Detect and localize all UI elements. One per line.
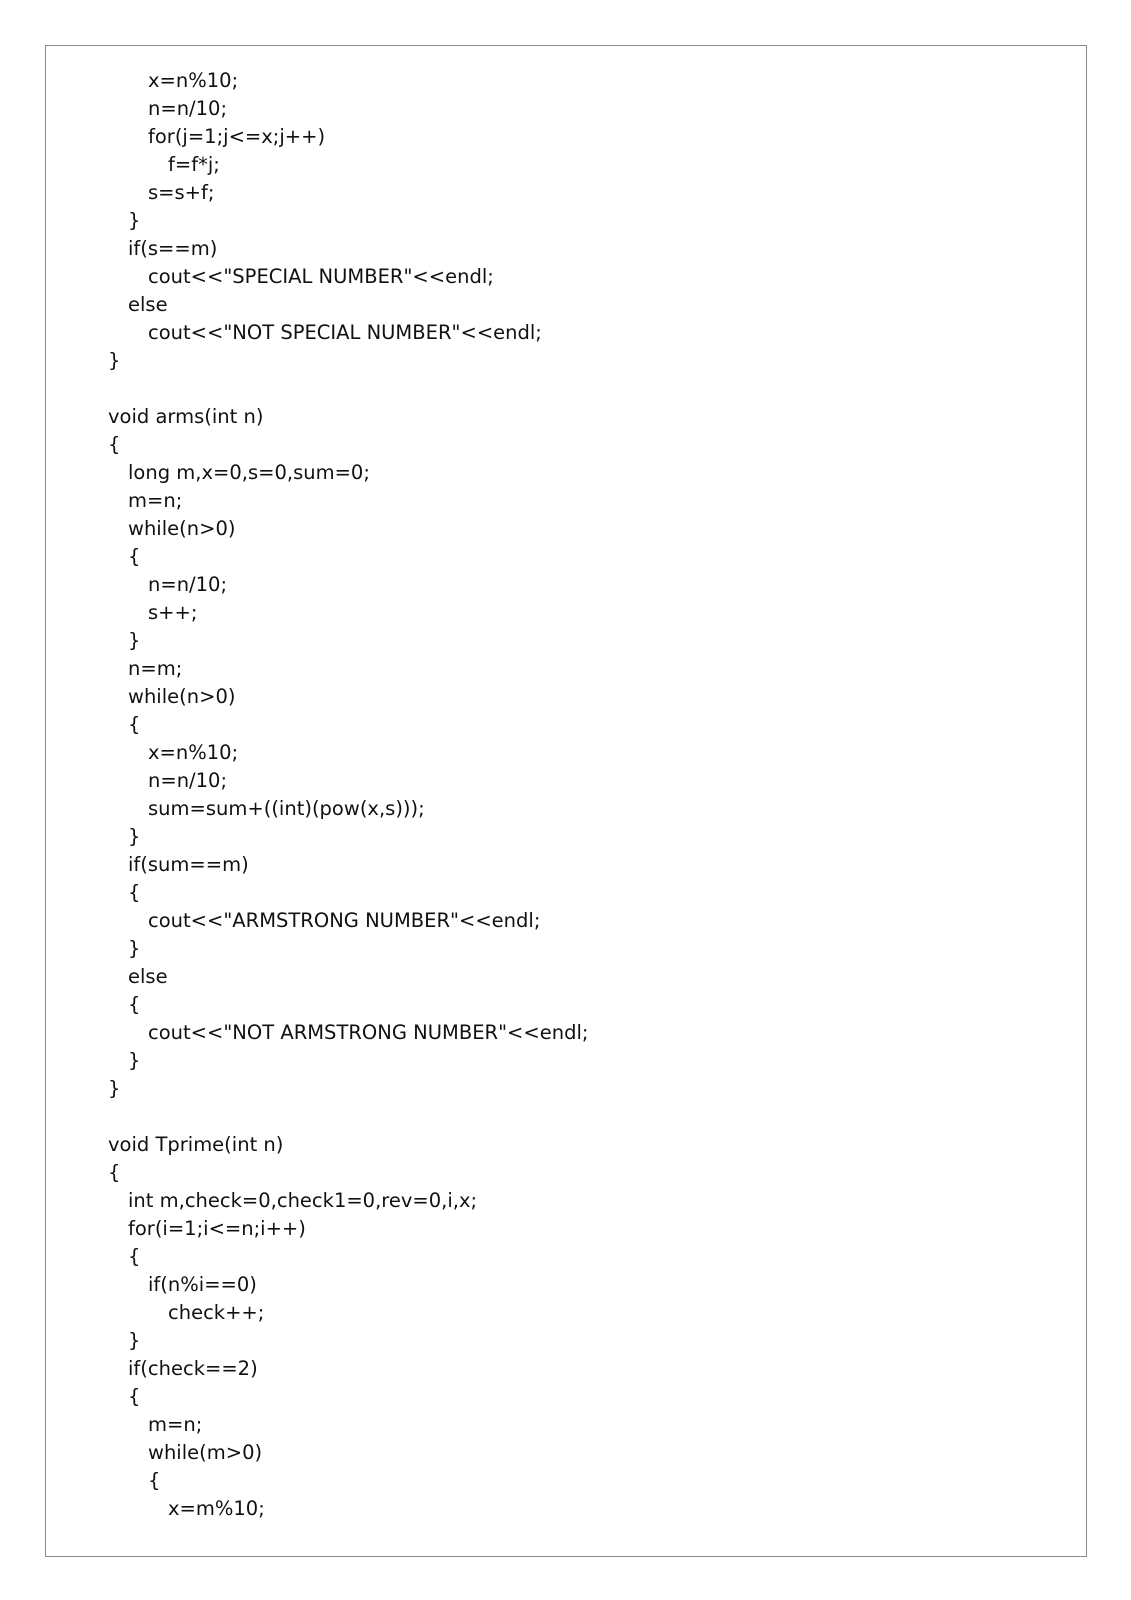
code-listing	[108, 67, 588, 1523]
code-line: {	[128, 713, 141, 736]
code-line: }	[108, 349, 121, 372]
code-line: {	[108, 433, 121, 456]
code-line: else	[128, 293, 168, 316]
code-line: void arms(int n)	[108, 405, 264, 428]
code-line: n=n/10;	[148, 769, 228, 792]
code-line: s=s+f;	[148, 181, 215, 204]
code-line: while(n>0)	[128, 517, 236, 540]
code-line: else	[128, 965, 168, 988]
code-line: s++;	[148, 601, 198, 624]
code-line: x=n%10;	[148, 741, 239, 764]
code-line: for(i=1;i<=n;i++)	[128, 1217, 306, 1240]
code-line: {	[128, 993, 141, 1016]
code-line: if(sum==m)	[128, 853, 249, 876]
code-line: }	[128, 1049, 141, 1072]
code-line: cout<<"NOT ARMSTRONG NUMBER"<<endl;	[148, 1021, 589, 1044]
code-line: cout<<"NOT SPECIAL NUMBER"<<endl;	[148, 321, 542, 344]
code-line: m=n;	[128, 489, 183, 512]
code-line: }	[128, 825, 141, 848]
code-line: check++;	[168, 1301, 265, 1324]
code-line: }	[128, 209, 141, 232]
code-line: {	[108, 1161, 121, 1184]
code-line: x=m%10;	[168, 1497, 265, 1520]
code-line: {	[128, 545, 141, 568]
code-line: {	[128, 1245, 141, 1268]
code-line: cout<<"ARMSTRONG NUMBER"<<endl;	[148, 909, 541, 932]
code-line: f=f*j;	[168, 153, 220, 176]
code-line: if(n%i==0)	[148, 1273, 257, 1296]
code-line: }	[128, 937, 141, 960]
code-line: while(n>0)	[128, 685, 236, 708]
code-line: x=n%10;	[148, 69, 239, 92]
code-line	[108, 375, 588, 403]
code-line: int m,check=0,check1=0,rev=0,i,x;	[128, 1189, 478, 1212]
code-line: n=n/10;	[148, 97, 228, 120]
code-line: if(check==2)	[128, 1357, 258, 1380]
code-line: sum=sum+((int)(pow(x,s)));	[148, 797, 425, 820]
code-line: {	[128, 1385, 141, 1408]
code-line: if(s==m)	[128, 237, 218, 260]
code-line: while(m>0)	[148, 1441, 263, 1464]
code-line: void Tprime(int n)	[108, 1133, 284, 1156]
code-line: {	[148, 1469, 161, 1492]
code-line: cout<<"SPECIAL NUMBER"<<endl;	[148, 265, 494, 288]
code-line: for(j=1;j<=x;j++)	[148, 125, 326, 148]
code-line: n=n/10;	[148, 573, 228, 596]
code-line: m=n;	[148, 1413, 203, 1436]
code-line: {	[128, 881, 141, 904]
code-line: n=m;	[128, 657, 183, 680]
code-line: }	[108, 1077, 121, 1100]
code-line	[108, 1103, 588, 1131]
code-line: }	[128, 629, 141, 652]
code-line: }	[128, 1329, 141, 1352]
code-line: long m,x=0,s=0,sum=0;	[128, 461, 370, 484]
